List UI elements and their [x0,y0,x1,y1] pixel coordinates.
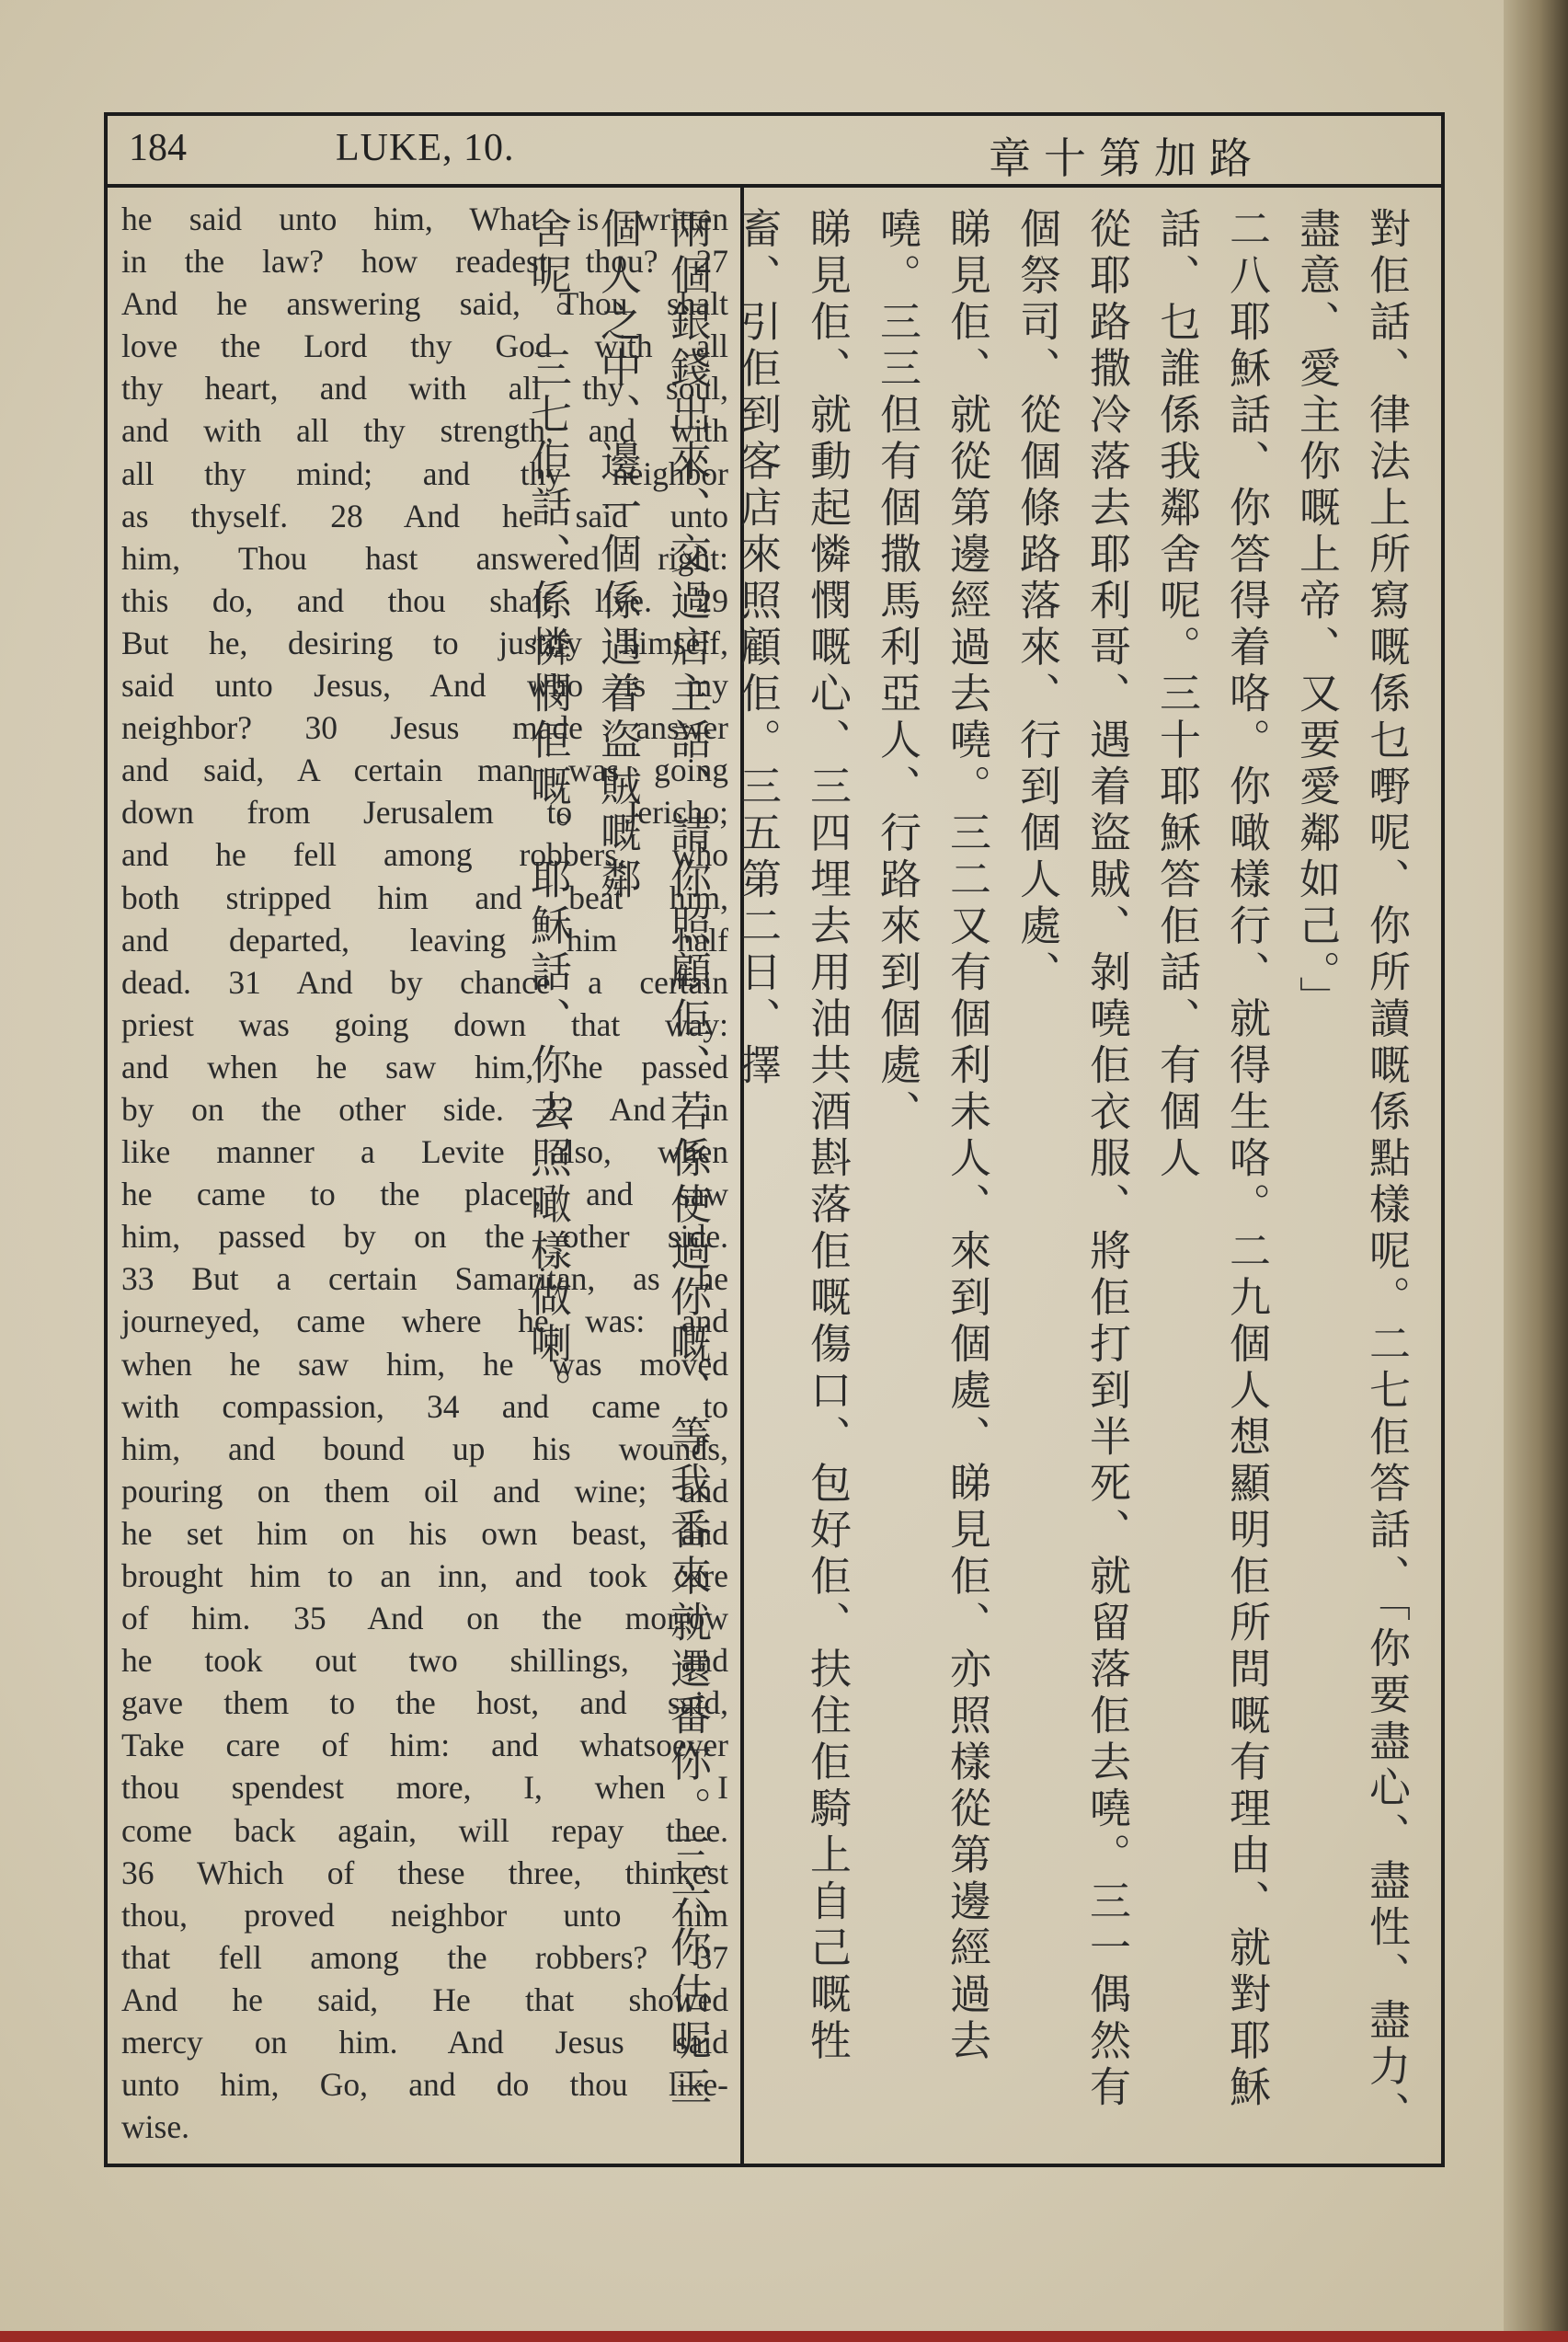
book-title: LUKE, 10. [336,127,515,169]
english-line: Take care of him: and whatsoever [121,1727,728,1764]
chinese-chapter-title: 路加第十章 [989,133,1265,183]
chinese-column: 睇見佢、就從第邊經過去嘵。三二又有個利未人、來到個處、睇見佢、亦照樣從第邊經過去嘵。三三但有個撒馬利亞人、行路來到個處、 [873,207,991,2065]
english-line: thou spendest more, I, when I [121,1769,728,1807]
english-line: like manner a Levite also, when [121,1133,728,1171]
english-line: gave them to the host, and said, [121,1684,728,1722]
english-line: brought him to an inn, and took care [121,1557,728,1594]
chinese-column: 睇見佢、就動起憐憫嘅心、三四埋去用油共酒斟落佢嘅傷口、包好佢、扶住佢騎上自己嘅牲畜、引佢到客店來照顧佢。三五第二日、擇 [733,207,852,2065]
english-line: down from Jerusalem to Jericho; [121,794,728,832]
english-line: pouring on them oil and wine; and [121,1472,728,1510]
chinese-column: 舍呢。三七佢話、係憐憫佢嘅。耶穌話、你去照噉樣做喇。 [523,207,572,1415]
english-line: love the Lord thy God with all [121,327,728,365]
english-line: And he said, He that showed [121,1980,728,2018]
english-line: both stripped him and beat him, [121,878,728,916]
chinese-column: 對佢話、律法上所寫嘅係乜嘢呢、你所讀嘅係點樣呢。二七佢答話、「你要盡心、盡性、盡力、盡意、愛主你嘅上帝、又要愛鄰如己。」 [1292,207,1411,2138]
english-line: And he answering said, Thou shalt [121,285,728,323]
book-spine-shadow [1504,0,1568,2342]
english-line: thou, proved neighbor unto him [121,1896,728,1934]
english-line: wise. [121,2108,189,2146]
english-line: when he saw him, he was moved [121,1345,728,1383]
english-line: 36 Which of these three, thinkest [121,1854,728,1891]
english-line: priest was going down that way: [121,1005,728,1043]
english-line: he came to the place, and saw [121,1176,728,1213]
english-line: he set him on his own beast, and [121,1514,728,1552]
english-line: with compassion, 34 and came to [121,1387,728,1425]
english-line: come back again, will repay thee. [121,1811,728,1849]
english-line: 33 But a certain Samaritan, as he [121,1260,728,1298]
english-line: him, and bound up his wounds, [121,1429,728,1467]
english-line: and with all thy strength, and with [121,412,728,450]
english-line: this do, and thou shalt live. 29 [121,581,728,619]
english-line: him, passed by on the other side. [121,1218,728,1256]
english-line: unto him, Go, and do thou like- [121,2066,728,2104]
english-line: journeyed, came where he was: and [121,1303,728,1340]
english-line: thy heart, and with all thy soul, [121,370,728,408]
english-line: he said unto him, What is written [121,201,728,237]
chinese-text-column [523,207,1421,2148]
english-line: that fell among the robbers? 37 [121,1938,728,1976]
english-line: and departed, leaving him half [121,921,728,959]
chinese-column: 二八耶穌話、你答得着咯。你噉樣行、就得生咯。二九個人想顯明佢所問嘅有理由、就對耶穌話、乜誰係我鄰舍呢。三十耶穌答佢話、有個人 [1152,207,1271,2112]
english-line: him, Thou hast answered right: [121,539,728,577]
english-line: dead. 31 And by chance a certain [121,963,728,1001]
english-line: of him. 35 And on the morrow [121,1600,728,1637]
english-line: But he, desiring to justify himself, [121,624,728,661]
english-line: and he fell among robbers, who [121,836,728,874]
english-line: as thyself. 28 And he said unto [121,497,728,534]
chinese-column: 兩個銀錢出來、交過店主話、請你照顧佢、若係使過你嘅、等我番來就還番你。三六你估呢三個人之中、邊一個係遇着盜賊嘅鄰 [593,207,712,2112]
page-number: 184 [129,127,187,169]
english-line: by on the other side. 32 And in [121,1090,728,1128]
english-line: all thy mind; and thy neighbor [121,454,728,492]
english-line: and said, A certain man was going [121,752,728,789]
english-line: neighbor? 30 Jesus made answer [121,709,728,747]
english-line: he took out two shillings, and [121,1642,728,1680]
page-red-edge [0,2331,1568,2342]
chinese-column: 從耶路撒冷落去耶利哥、遇着盜賊、剝嘵佢衣服、將佢打到半死、就留落佢去嘵。三一偶然有個祭司、從個條路落來、行到個人處、 [1013,207,1131,2112]
english-line: and when he saw him, he passed [121,1048,728,1085]
english-line: said unto Jesus, And who is my [121,667,728,705]
english-line: mercy on him. And Jesus said [121,2024,728,2061]
english-line: in the law? how readest thou? 27 [121,243,728,281]
